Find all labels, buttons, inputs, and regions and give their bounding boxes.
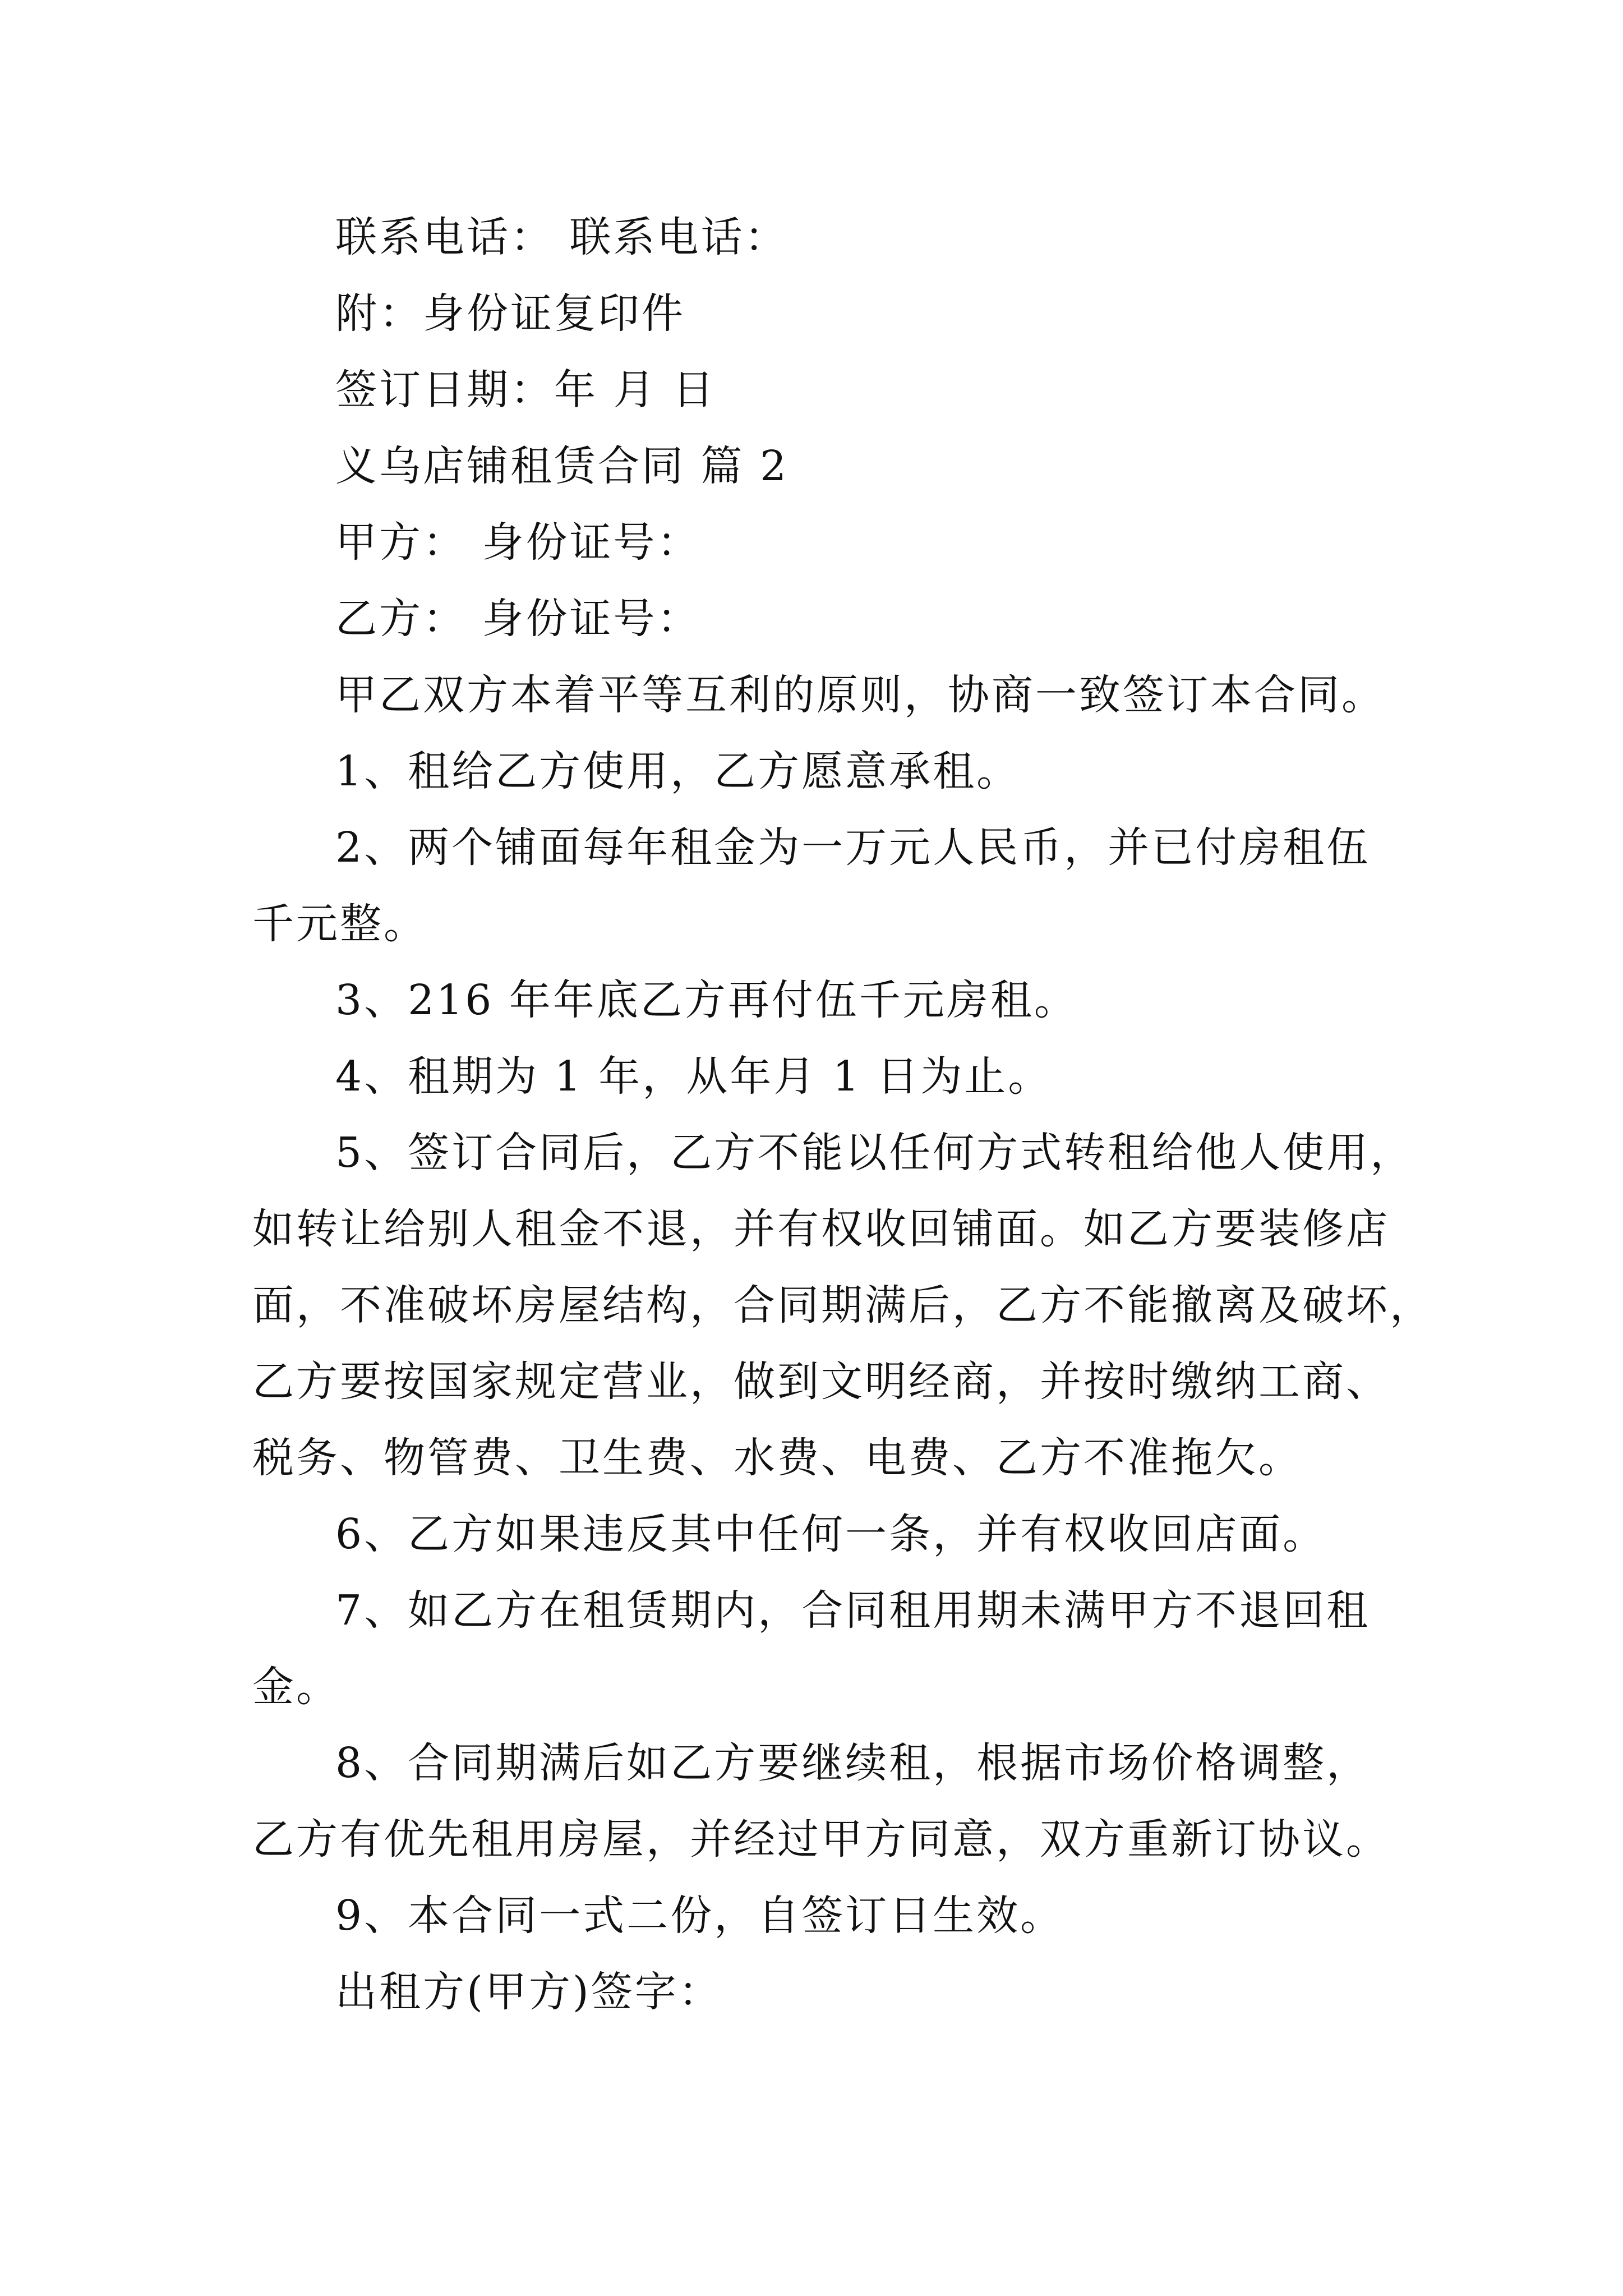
clause-1: 1、租给乙方使用，乙方愿意承租。 <box>335 747 1021 795</box>
attachment-line: 附：身份证复印件 <box>335 289 685 338</box>
clause-5-continued: 税务、物管费、卫生费、水费、电费、乙方不准拖欠。 <box>252 1434 1302 1482</box>
clause-4: 4、租期为 1 年，从年月 1 日为止。 <box>335 1052 1052 1101</box>
document-body <box>252 199 1433 2030</box>
clause-2: 2、两个铺面每年租金为一万元人民币，并已付房租伍 <box>335 823 1371 872</box>
party-b-line: 乙方： 身份证号： <box>335 595 701 643</box>
party-a-line: 甲方： 身份证号： <box>335 518 701 567</box>
clause-8: 8、合同期满后如乙方要继续租，根据市场价格调整， <box>335 1739 1371 1787</box>
clause-8-continued: 乙方有优先租用房屋，并经过甲方同意，双方重新订协议。 <box>252 1815 1390 1864</box>
clause-3: 3、216 年年底乙方再付伍千元房租。 <box>335 976 1078 1024</box>
clause-2-continued: 千元整。 <box>252 900 427 948</box>
clause-5-continued: 面，不准破坏房屋结构，合同期满后，乙方不能撤离及破坏， <box>252 1281 1433 1329</box>
clause-7-continued: 金。 <box>252 1663 340 1711</box>
clause-9: 9、本合同一式二份，自签订日生效。 <box>335 1892 1064 1940</box>
clause-7: 7、如乙方在租赁期内，合同租用期未满甲方不退回租 <box>335 1586 1371 1635</box>
clause-5-continued: 如转让给别人租金不退，并有权收回铺面。如乙方要装修店 <box>252 1205 1390 1253</box>
clause-6: 6、乙方如果违反其中任何一条，并有权收回店面。 <box>335 1510 1327 1558</box>
contact-phone-line: 联系电话： 联系电话： <box>335 213 789 261</box>
clause-5: 5、签订合同后，乙方不能以任何方式转租给他人使用， <box>335 1129 1414 1177</box>
clause-5-continued: 乙方要按国家规定营业，做到文明经商，并按时缴纳工商、 <box>252 1358 1390 1406</box>
intro-paragraph: 甲乙双方本着平等互利的原则，协商一致签订本合同。 <box>335 671 1385 719</box>
signing-date-line: 签订日期：年 月 日 <box>335 366 717 414</box>
section-title: 义乌店铺租赁合同 篇 2 <box>335 442 789 490</box>
lessor-signature-line: 出租方(甲方)签字： <box>335 1968 722 2016</box>
